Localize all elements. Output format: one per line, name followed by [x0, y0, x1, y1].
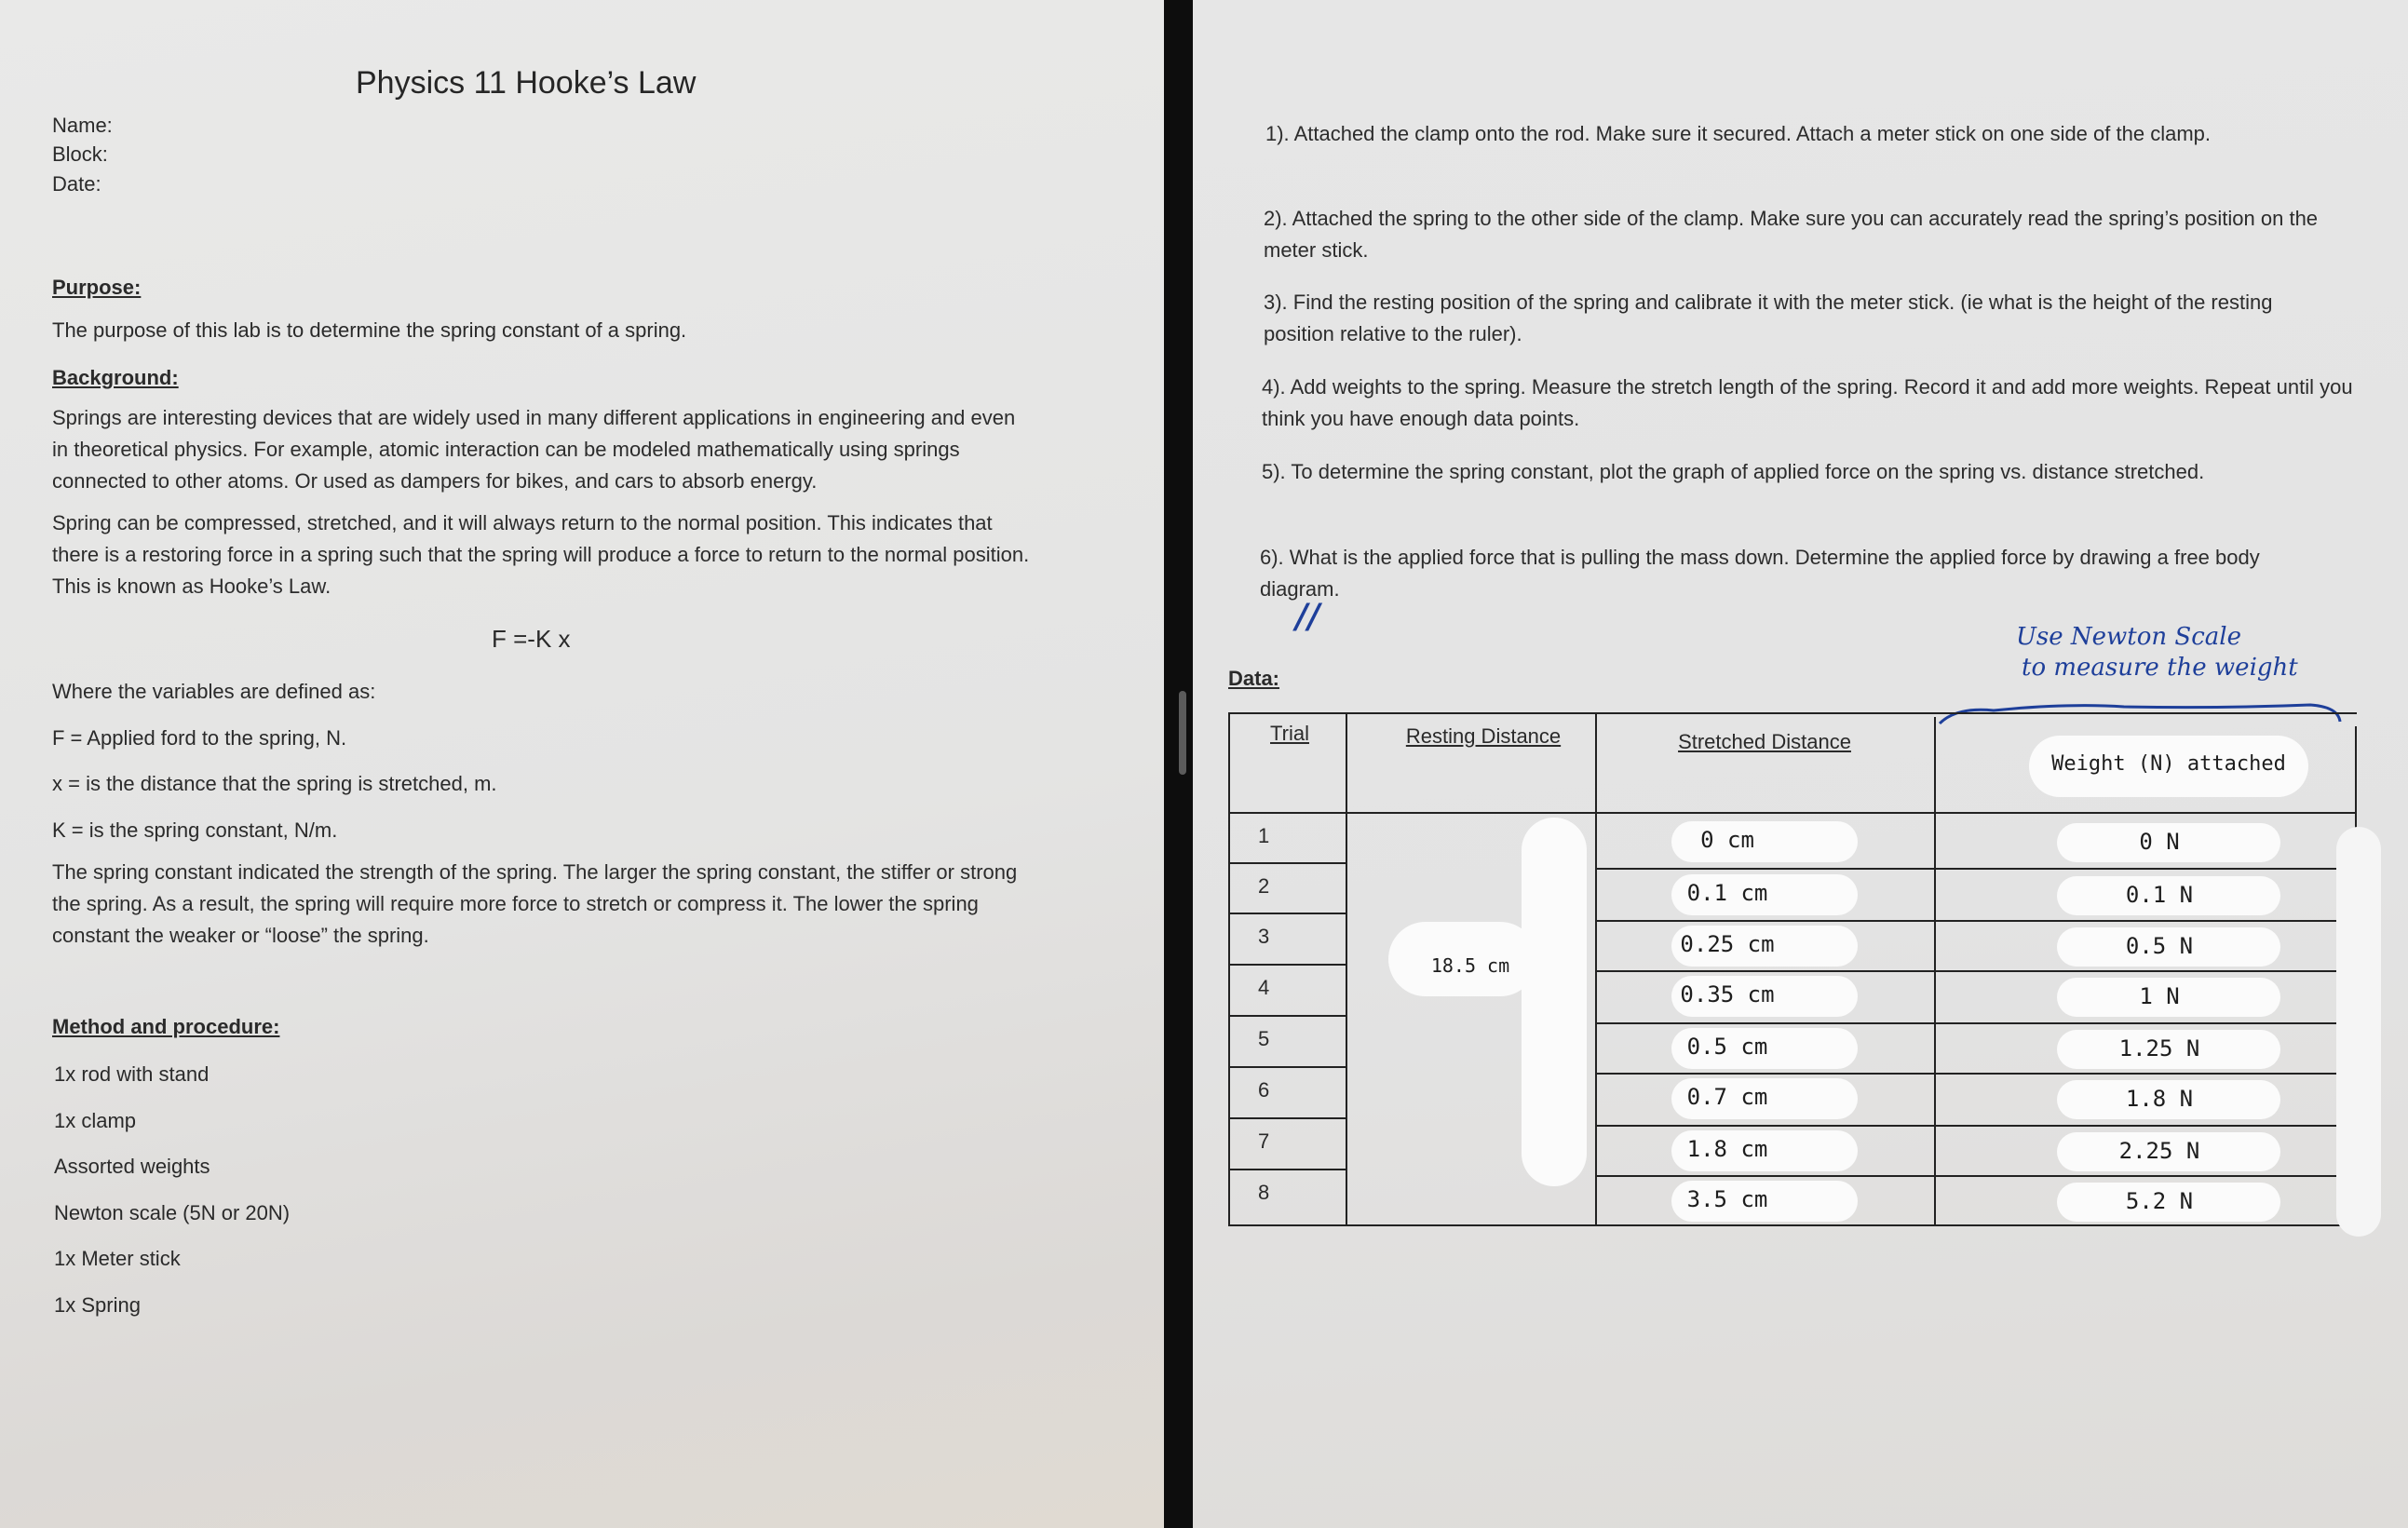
table-row-line — [1228, 964, 1346, 966]
variables-intro: Where the variables are defined as: — [52, 680, 376, 703]
table-row-line — [1228, 1066, 1346, 1068]
table-row-trial: 4 — [1258, 976, 1270, 999]
table-row-weight: 1 N — [2139, 983, 2180, 1009]
table-row-line — [1228, 862, 1346, 864]
table-border-bottom — [1228, 1224, 2357, 1226]
table-row-line — [1228, 1117, 1346, 1119]
table-row-weight: 1.25 N — [2118, 1035, 2200, 1061]
handwritten-note-line-1: Use Newton Scale — [2016, 623, 2241, 651]
procedure-step-6: 6). What is the applied force that is pulling the mass down. Determine the applied force by drawing a free body diagram. — [1260, 546, 2260, 601]
page-title: Physics 11 Hooke’s Law — [356, 65, 697, 101]
table-row-line — [1595, 1073, 2357, 1075]
background-heading: Background: — [52, 366, 179, 389]
table-row-line — [1595, 1175, 2357, 1177]
table-row-stretched: 0.5 cm — [1686, 1034, 1768, 1060]
table-header-weight: Weight (N) attached — [2051, 752, 2286, 776]
background-paragraph-2: Spring can be compressed, stretched, and it will always return to the normal position. This indicates that there is a restoring force in a spring such that the spring will produce a force to return to the normal position. This is known as Hooke’s Law. — [52, 511, 1030, 598]
name-label: Name: — [52, 114, 113, 137]
table-row-line — [1595, 1125, 2357, 1127]
material-item: 1x clamp — [54, 1109, 137, 1132]
table-row-trial: 1 — [1258, 824, 1270, 847]
material-item: 1x rod with stand — [54, 1062, 210, 1086]
resting-distance-value: 18.5 cm — [1430, 954, 1510, 977]
variable-k: K = is the spring constant, N/m. — [52, 818, 338, 842]
material-item: Assorted weights — [54, 1155, 210, 1178]
table-row-trial: 2 — [1258, 874, 1270, 898]
table-header-stretched: Stretched Distance — [1678, 730, 1851, 753]
hookes-law-formula: F =-K x — [492, 625, 571, 653]
table-row-stretched: 0.25 cm — [1680, 931, 1775, 957]
table-row-stretched: 0.1 cm — [1686, 880, 1768, 906]
table-row-line — [1595, 868, 2357, 870]
handwritten-note-line-2: to measure the weight — [2022, 654, 2298, 682]
table-row-line — [1228, 1169, 1346, 1170]
background-paragraph-1: Springs are interesting devices that are widely used in many different applications in engineering and even in theoretical physics. For example, atomic interaction can be modeled mathematically using springs connected to other atoms. Or used as dampers for bikes, and cars to absorb energy. — [52, 406, 1016, 493]
right-page — [1193, 0, 2408, 1528]
variable-f: F = Applied ford to the spring, N. — [52, 726, 347, 750]
procedure-step-2: 2). Attached the spring to the other side of the clamp. Make sure you can accurately read the spring’s position on the meter stick. — [1264, 207, 2319, 262]
table-border-top — [1228, 712, 2357, 714]
handwritten-slash-mark: // — [1295, 597, 1320, 636]
whiteout-blob — [1522, 818, 1587, 1186]
table-row-line — [1228, 913, 1346, 914]
spring-constant-paragraph: The spring constant indicated the strength of the spring. The larger the spring constant, the stiffer or strong the spring. As a result, the spring will require more force to stretch or compress it. The lower the spring constant the weaker or “loose” the spring. — [52, 860, 1018, 947]
table-row-weight: 0.5 N — [2125, 933, 2194, 959]
material-item: Newton scale (5N or 20N) — [54, 1201, 291, 1224]
table-row-trial: 3 — [1258, 925, 1270, 948]
table-header-resting: Resting Distance — [1405, 724, 1562, 748]
table-row-weight: 2.25 N — [2118, 1138, 2200, 1164]
table-col-line — [1595, 712, 1597, 1226]
table-row-weight: 0 N — [2139, 829, 2180, 855]
table-row-weight: 0.1 N — [2125, 882, 2194, 908]
table-row-trial: 5 — [1258, 1027, 1270, 1050]
page-divider-handle[interactable] — [1179, 691, 1186, 775]
material-item: 1x Meter stick — [54, 1247, 181, 1270]
procedure-step-3: 3). Find the resting position of the spring and calibrate it with the meter stick. (ie what is the height of the resting position relative to the ruler). — [1264, 291, 2273, 345]
table-header-line — [1228, 812, 2357, 814]
table-row-trial: 8 — [1258, 1181, 1270, 1204]
block-label: Block: — [52, 142, 108, 166]
table-row-line — [1228, 1015, 1346, 1017]
table-row-line — [1595, 1022, 2357, 1024]
procedure-step-5: 5). To determine the spring constant, plot the graph of applied force on the spring vs. distance stretched. — [1262, 460, 2205, 483]
left-page — [0, 0, 1164, 1528]
table-col-line — [1346, 712, 1347, 1226]
table-row-weight: 5.2 N — [2125, 1188, 2194, 1214]
table-row-stretched: 0.35 cm — [1680, 981, 1775, 1007]
table-row-stretched: 3.5 cm — [1686, 1186, 1768, 1212]
table-row-stretched: 0.7 cm — [1686, 1084, 1768, 1110]
purpose-text: The purpose of this lab is to determine the spring constant of a spring. — [52, 318, 687, 342]
whiteout-blob — [2336, 827, 2381, 1237]
whiteout-blob — [1671, 821, 1858, 862]
table-row-line — [1595, 920, 2357, 922]
table-row-line — [1595, 970, 2357, 972]
table-row-weight: 1.8 N — [2125, 1086, 2194, 1112]
table-row-stretched: 1.8 cm — [1686, 1136, 1768, 1162]
purpose-heading: Purpose: — [52, 276, 142, 299]
data-heading: Data: — [1228, 667, 1280, 690]
table-header-trial: Trial — [1270, 722, 1309, 745]
table-row-stretched: 0 cm — [1700, 827, 1754, 853]
table-border-left — [1228, 712, 1230, 1226]
variable-x: x = is the distance that the spring is stretched, m. — [52, 772, 497, 795]
material-item: 1x Spring — [54, 1293, 141, 1317]
procedure-step-4: 4). Add weights to the spring. Measure the stretch length of the spring. Record it and add more weights. Repeat until you think you have enough data points. — [1262, 375, 2353, 430]
method-heading: Method and procedure: — [52, 1015, 280, 1038]
table-row-trial: 7 — [1258, 1129, 1270, 1153]
date-label: Date: — [52, 172, 101, 196]
procedure-step-1: 1). Attached the clamp onto the rod. Make sure it secured. Attach a meter stick on one side of the clamp. — [1265, 122, 2211, 145]
table-row-trial: 6 — [1258, 1078, 1270, 1102]
